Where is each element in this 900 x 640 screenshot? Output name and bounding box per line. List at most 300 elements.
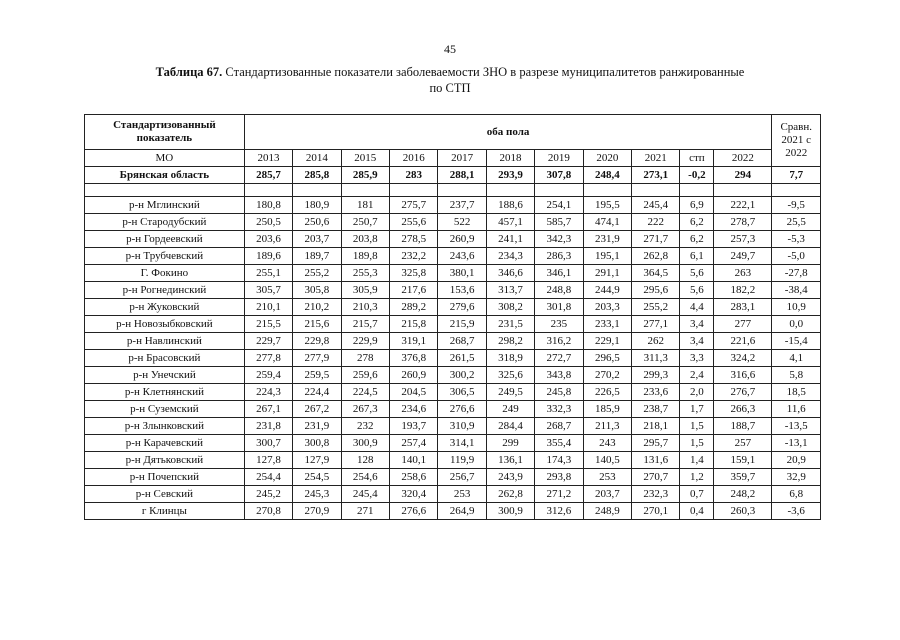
spacer-cell [244,184,292,197]
table-cell: -3,6 [772,503,821,520]
column-header: 2017 [438,150,486,167]
header-indicator: Стандартизованный показатель [85,115,245,150]
municipality-name: р-н Почепский [85,469,245,486]
table-cell: 301,8 [535,299,583,316]
table-cell: 188,6 [486,197,534,214]
table-cell: 248,8 [535,282,583,299]
table-cell: 0,4 [680,503,714,520]
table-cell: 232,3 [632,486,680,503]
region-cell: 288,1 [438,167,486,184]
table-cell: 263 [714,265,772,282]
table-cell: 585,7 [535,214,583,231]
table-cell: 262,8 [486,486,534,503]
spacer-cell [293,184,341,197]
table-row [85,384,821,401]
spacer-cell [772,184,821,197]
table-cell: 257,4 [390,435,438,452]
table-cell: 2,4 [680,367,714,384]
table-cell: 259,4 [244,367,292,384]
table-cell: 300,8 [293,435,341,452]
table-cell: 250,5 [244,214,292,231]
table-cell: 140,1 [390,452,438,469]
table-cell: 279,6 [438,299,486,316]
table-cell: 203,8 [341,231,389,248]
table-cell: 1,7 [680,401,714,418]
table-cell: 189,7 [293,248,341,265]
table-cell: 298,2 [486,333,534,350]
table-cell: 127,8 [244,452,292,469]
table-row [85,418,821,435]
table-cell: 258,6 [390,469,438,486]
table-row [85,435,821,452]
table-cell: 244,9 [583,282,631,299]
table-cell: -13,1 [772,435,821,452]
table-cell: 210,1 [244,299,292,316]
table-cell: 229,7 [244,333,292,350]
table-cell: 289,2 [390,299,438,316]
table-cell: 255,2 [632,299,680,316]
table-cell: 305,9 [341,282,389,299]
spacer-cell [341,184,389,197]
region-row [85,167,821,184]
table-cell: 1,4 [680,452,714,469]
table-cell: 324,2 [714,350,772,367]
table-cell: 250,6 [293,214,341,231]
table-cell: 243,9 [486,469,534,486]
table-cell: 254,5 [293,469,341,486]
table-cell: 272,7 [535,350,583,367]
municipality-name: р-н Дятьковский [85,452,245,469]
table-row [85,299,821,316]
table-cell: 3,4 [680,316,714,333]
table-cell: 3,3 [680,350,714,367]
table-row [85,350,821,367]
table-cell: 267,2 [293,401,341,418]
table-cell: 275,7 [390,197,438,214]
table-cell: 224,3 [244,384,292,401]
region-cell: 293,9 [486,167,534,184]
table-cell: 474,1 [583,214,631,231]
table-cell: 249 [486,401,534,418]
region-cell: -0,2 [680,167,714,184]
table-cell: 380,1 [438,265,486,282]
table-cell: 310,9 [438,418,486,435]
table-row [85,333,821,350]
column-header: 2013 [244,150,292,167]
table-cell: 268,7 [535,418,583,435]
table-cell: 277,8 [244,350,292,367]
table-cell: 10,9 [772,299,821,316]
table-cell: 312,6 [535,503,583,520]
table-cell: 2,0 [680,384,714,401]
table-cell: 204,5 [390,384,438,401]
table-cell: 276,7 [714,384,772,401]
table-cell: 224,5 [341,384,389,401]
table-cell: 210,2 [293,299,341,316]
table-cell: 296,5 [583,350,631,367]
table-cell: 342,3 [535,231,583,248]
municipality-name: Г. Фокино [85,265,245,282]
spacer-cell [583,184,631,197]
table-cell: 5,8 [772,367,821,384]
table-cell: 277 [714,316,772,333]
table-cell: 346,1 [535,265,583,282]
table-cell: 3,4 [680,333,714,350]
table-row [85,503,821,520]
table-cell: 215,9 [438,316,486,333]
table-row [85,401,821,418]
table-row [85,265,821,282]
table-cell: 268,7 [438,333,486,350]
table-cell: -5,3 [772,231,821,248]
table-cell: 260,3 [714,503,772,520]
table-cell: 211,3 [583,418,631,435]
table-cell: 314,1 [438,435,486,452]
region-cell: 283 [390,167,438,184]
table-cell: 316,6 [714,367,772,384]
table-cell: 257 [714,435,772,452]
table-cell: 300,9 [341,435,389,452]
table-cell: 254,6 [341,469,389,486]
table-cell: 131,6 [632,452,680,469]
column-header: 2021 [632,150,680,167]
table-cell: 222 [632,214,680,231]
table-cell: 203,6 [244,231,292,248]
table-cell: 253 [583,469,631,486]
table-cell: 215,7 [341,316,389,333]
table-cell: 185,9 [583,401,631,418]
table-cell: 299 [486,435,534,452]
table-cell: 276,6 [390,503,438,520]
table-cell: 6,1 [680,248,714,265]
table-cell: 243,6 [438,248,486,265]
table-cell: 232,2 [390,248,438,265]
table-cell: 233,6 [632,384,680,401]
table-cell: 260,9 [438,231,486,248]
table-cell: 4,1 [772,350,821,367]
table-cell: 457,1 [486,214,534,231]
table-cell: -9,5 [772,197,821,214]
table-cell: 153,6 [438,282,486,299]
table-cell: 1,2 [680,469,714,486]
table-cell: 359,7 [714,469,772,486]
caption-label: Таблица 67. [155,65,223,79]
table-cell: 278,5 [390,231,438,248]
municipality-name: р-н Злынковский [85,418,245,435]
table-cell: 243 [583,435,631,452]
table-cell: 224,4 [293,384,341,401]
table-cell: 308,2 [486,299,534,316]
table-cell: 257,3 [714,231,772,248]
municipality-name: р-н Новозыбковский [85,316,245,333]
region-cell: 285,8 [293,167,341,184]
header-both-sexes: оба пола [244,115,772,150]
table-cell: 255,3 [341,265,389,282]
table-cell: 319,1 [390,333,438,350]
table-cell: 248,9 [583,503,631,520]
page-number: 45 [444,42,456,56]
spacer-cell [390,184,438,197]
table-cell: 250,7 [341,214,389,231]
municipality-name: р-н Клетнянский [85,384,245,401]
table-cell: 249,5 [486,384,534,401]
table-cell: 255,2 [293,265,341,282]
table-cell: 119,9 [438,452,486,469]
table-cell: 260,9 [390,367,438,384]
table-cell: 264,9 [438,503,486,520]
table-cell: 254,4 [244,469,292,486]
table-cell: 249,7 [714,248,772,265]
table-cell: 1,5 [680,418,714,435]
table-cell: 128 [341,452,389,469]
table-cell: 4,4 [680,299,714,316]
column-header: 2020 [583,150,631,167]
spacer-row [85,184,821,197]
table-cell: 215,5 [244,316,292,333]
table-row [85,282,821,299]
region-cell: 307,8 [535,167,583,184]
table-cell: 293,8 [535,469,583,486]
table-cell: 5,6 [680,265,714,282]
table-cell: 267,3 [341,401,389,418]
column-header: 2018 [486,150,534,167]
table-cell: 278,7 [714,214,772,231]
table-cell: 343,8 [535,367,583,384]
municipality-name: р-н Гордеевский [85,231,245,248]
spacer-cell [680,184,714,197]
incidence-table [84,114,821,520]
table-cell: 270,2 [583,367,631,384]
table-caption [60,64,840,96]
table-cell: 364,5 [632,265,680,282]
header-mo: МО [85,150,245,167]
table-cell: 277,1 [632,316,680,333]
table-cell: 270,1 [632,503,680,520]
table-cell: 300,2 [438,367,486,384]
table-cell: 325,6 [486,367,534,384]
table-cell: 261,5 [438,350,486,367]
table-cell: 271,7 [632,231,680,248]
table-cell: 231,5 [486,316,534,333]
table-cell: 254,1 [535,197,583,214]
table-cell: 237,7 [438,197,486,214]
caption-line2: по СТП [429,81,471,95]
table-cell: 241,1 [486,231,534,248]
municipality-name: р-н Жуковский [85,299,245,316]
table-cell: 325,8 [390,265,438,282]
table-cell: 245,2 [244,486,292,503]
column-header: 2014 [293,150,341,167]
table-cell: 159,1 [714,452,772,469]
table-cell: 306,5 [438,384,486,401]
spacer-cell [632,184,680,197]
table-cell: 253 [438,486,486,503]
table-cell: -15,4 [772,333,821,350]
municipality-name: р-н Карачевский [85,435,245,452]
municipality-name: г Клинцы [85,503,245,520]
table-cell: 234,3 [486,248,534,265]
table-cell: -38,4 [772,282,821,299]
table-cell: 6,2 [680,231,714,248]
column-header: 2016 [390,150,438,167]
table-cell: 271 [341,503,389,520]
table-cell: 270,7 [632,469,680,486]
table-cell: 229,8 [293,333,341,350]
table-cell: 189,6 [244,248,292,265]
table-cell: 20,9 [772,452,821,469]
table-cell: 332,3 [535,401,583,418]
table-cell: 231,8 [244,418,292,435]
table-cell: 266,3 [714,401,772,418]
table-cell: 255,1 [244,265,292,282]
table-cell: 180,8 [244,197,292,214]
table-cell: 222,1 [714,197,772,214]
table-cell: 267,1 [244,401,292,418]
municipality-name: р-н Навлинский [85,333,245,350]
municipality-name: р-н Севский [85,486,245,503]
region-cell: 294 [714,167,772,184]
table-cell: 140,5 [583,452,631,469]
table-cell: 522 [438,214,486,231]
municipality-name: р-н Рогнединский [85,282,245,299]
table-cell: 262 [632,333,680,350]
region-name: Брянская область [85,167,245,184]
table-cell: 278 [341,350,389,367]
table-cell: 5,6 [680,282,714,299]
table-row [85,469,821,486]
column-header: стп [680,150,714,167]
region-cell: 248,4 [583,167,631,184]
table-cell: 226,5 [583,384,631,401]
table-cell: 320,4 [390,486,438,503]
table-cell: 229,1 [583,333,631,350]
table-cell: 203,3 [583,299,631,316]
table-cell: 233,1 [583,316,631,333]
table-cell: 295,6 [632,282,680,299]
table-cell: 311,3 [632,350,680,367]
table-cell: 300,9 [486,503,534,520]
table-row [85,316,821,333]
table-cell: 11,6 [772,401,821,418]
table-cell: 174,3 [535,452,583,469]
table-cell: 284,4 [486,418,534,435]
table-cell: 283,1 [714,299,772,316]
table-cell: 259,5 [293,367,341,384]
table-cell: 195,5 [583,197,631,214]
table-cell: 277,9 [293,350,341,367]
table-cell: -13,5 [772,418,821,435]
region-cell: 7,7 [772,167,821,184]
spacer-cell [438,184,486,197]
table-cell: 255,6 [390,214,438,231]
table-cell: 346,6 [486,265,534,282]
table-cell: 181 [341,197,389,214]
table-cell: 0,7 [680,486,714,503]
spacer-cell [85,184,245,197]
caption-text: Стандартизованные показатели заболеваемости ЗНО в разрезе муниципалитетов ранжированные [222,65,745,79]
table-cell: 180,9 [293,197,341,214]
table-cell: 231,9 [293,418,341,435]
table-cell: 229,9 [341,333,389,350]
table-row [85,367,821,384]
table-cell: 276,6 [438,401,486,418]
table-cell: 376,8 [390,350,438,367]
table-cell: 318,9 [486,350,534,367]
table-cell: 248,2 [714,486,772,503]
table-cell: 262,8 [632,248,680,265]
table-cell: 215,8 [390,316,438,333]
table-cell: 195,1 [583,248,631,265]
table-cell: 188,7 [714,418,772,435]
column-header: 2022 [714,150,772,167]
table-cell: 32,9 [772,469,821,486]
table-row [85,231,821,248]
table-cell: 245,4 [341,486,389,503]
spacer-cell [714,184,772,197]
table-cell: 6,9 [680,197,714,214]
table-cell: 316,2 [535,333,583,350]
table-cell: 238,7 [632,401,680,418]
municipality-name: р-н Мглинский [85,197,245,214]
spacer-cell [486,184,534,197]
table-cell: -5,0 [772,248,821,265]
table-cell: 271,2 [535,486,583,503]
table-cell: 231,9 [583,231,631,248]
table-cell: 18,5 [772,384,821,401]
table-cell: 25,5 [772,214,821,231]
table-cell: 305,8 [293,282,341,299]
municipality-name: р-н Унечский [85,367,245,384]
table-cell: 245,8 [535,384,583,401]
table-cell: 305,7 [244,282,292,299]
municipality-name: р-н Суземский [85,401,245,418]
table-cell: 235 [535,316,583,333]
table-cell: 245,3 [293,486,341,503]
region-cell: 273,1 [632,167,680,184]
table-row [85,197,821,214]
table-cell: -27,8 [772,265,821,282]
region-cell: 285,9 [341,167,389,184]
table-cell: 300,7 [244,435,292,452]
table-cell: 182,2 [714,282,772,299]
table-cell: 270,8 [244,503,292,520]
spacer-cell [535,184,583,197]
table-row [85,248,821,265]
table-row [85,452,821,469]
column-header: 2015 [341,150,389,167]
table-cell: 313,7 [486,282,534,299]
table-cell: 232 [341,418,389,435]
table-cell: 215,6 [293,316,341,333]
column-header: 2019 [535,150,583,167]
table-cell: 203,7 [583,486,631,503]
table-cell: 245,4 [632,197,680,214]
table-cell: 203,7 [293,231,341,248]
table-cell: 6,2 [680,214,714,231]
municipality-name: р-н Трубчевский [85,248,245,265]
table-cell: 0,0 [772,316,821,333]
table-cell: 127,9 [293,452,341,469]
table-cell: 256,7 [438,469,486,486]
region-cell: 285,7 [244,167,292,184]
table-cell: 286,3 [535,248,583,265]
table-cell: 193,7 [390,418,438,435]
table-cell: 299,3 [632,367,680,384]
table-row [85,486,821,503]
table-cell: 234,6 [390,401,438,418]
table-cell: 210,3 [341,299,389,316]
header-compare: Сравн. 2021 с 2022 [772,115,821,167]
